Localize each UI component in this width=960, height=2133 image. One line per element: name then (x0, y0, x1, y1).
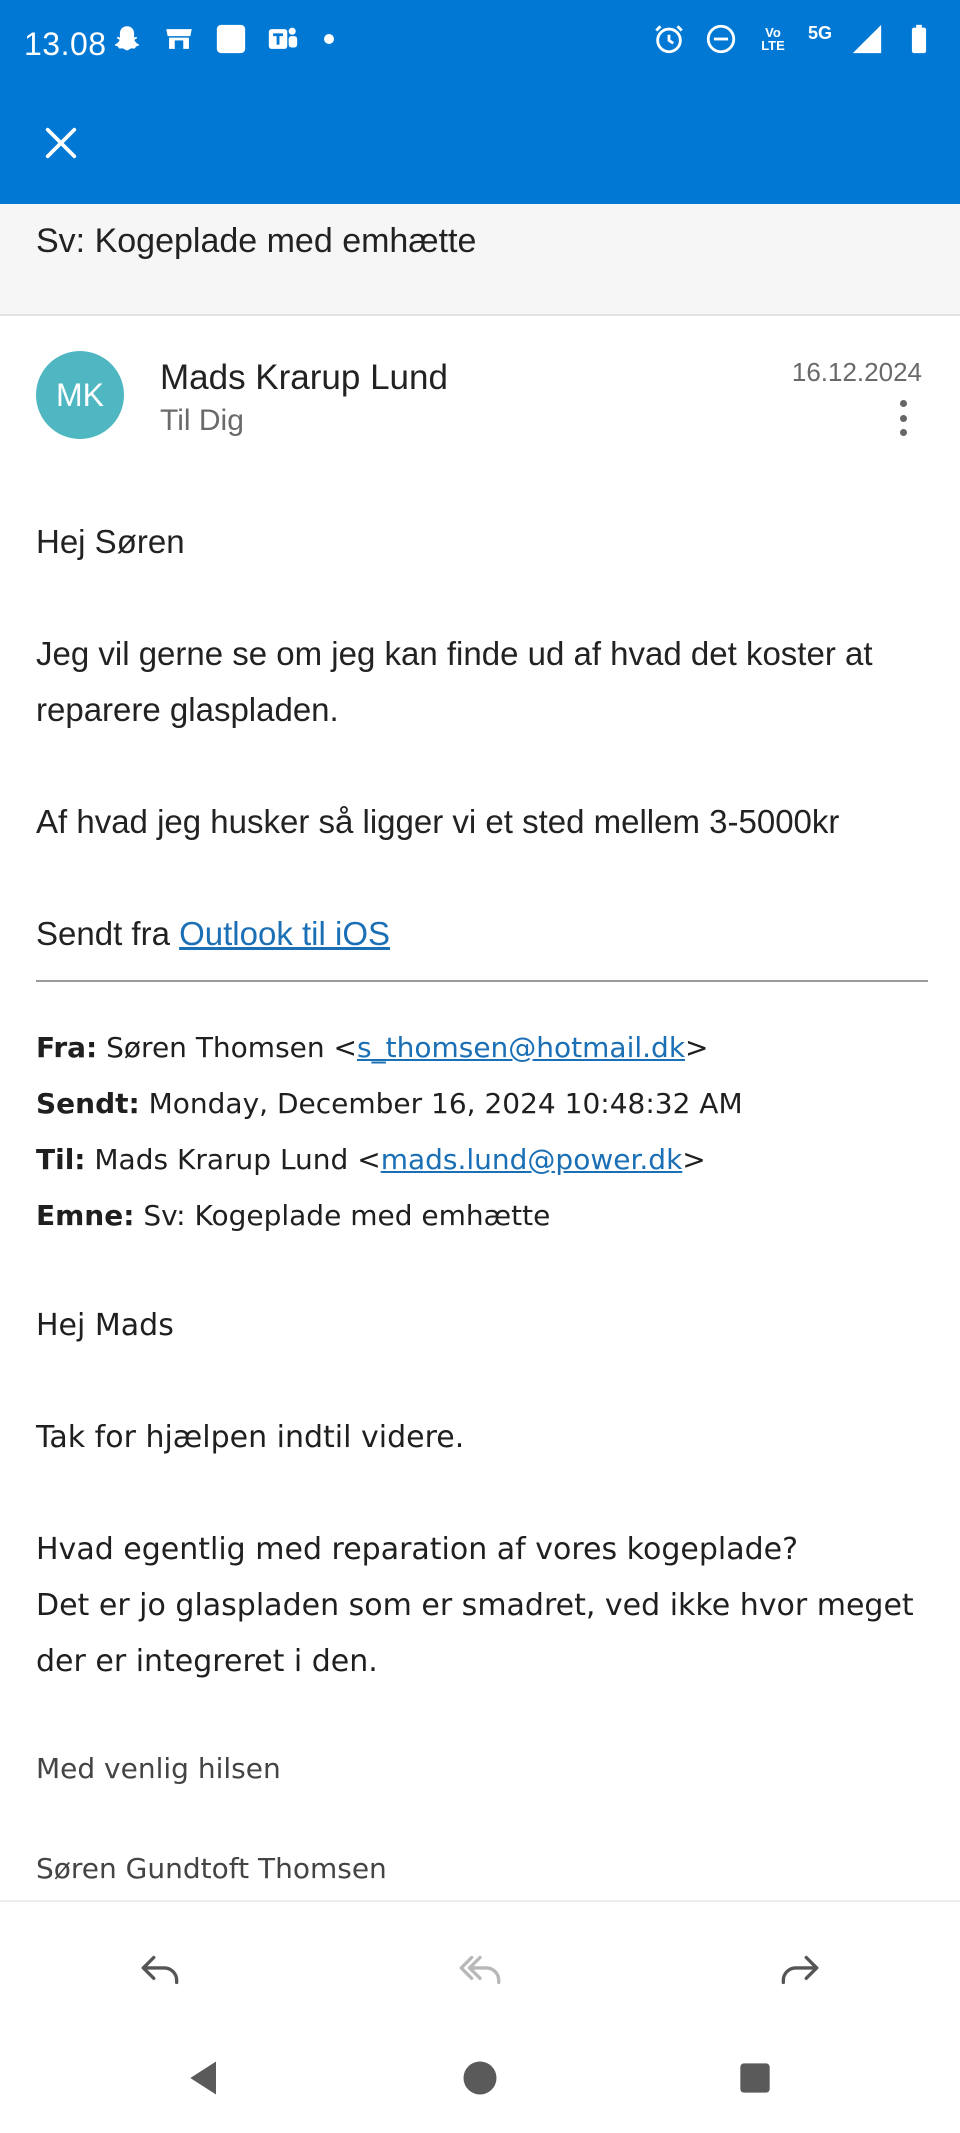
system-status-icons (652, 22, 936, 56)
recents-square-icon (733, 2056, 777, 2100)
store-icon (162, 22, 196, 56)
nav-back-button[interactable] (175, 2048, 235, 2108)
sender-name[interactable]: Mads Krarup Lund (160, 358, 448, 397)
quoted-line: Det er jo glaspladen som er smadret, ved ikke hvor meget (36, 1588, 914, 1623)
quoted-line: der er integreret i den. (36, 1644, 378, 1679)
close-button[interactable] (36, 118, 86, 168)
status-bar (0, 0, 960, 90)
nav-home-button[interactable] (450, 2048, 510, 2108)
volte-icon: Vo LTE (761, 25, 785, 53)
forward-button[interactable] (770, 1940, 830, 2000)
recipient-line[interactable]: Til Dig (160, 404, 244, 437)
system-navigation-bar (0, 2030, 960, 2133)
quoted-subject: Emne: Sv: Kogeplade med emhætte (36, 1199, 551, 1232)
app-header (0, 0, 960, 204)
quoted-greeting: Hej Mads (36, 1308, 174, 1343)
more-notifications-dot (324, 34, 334, 44)
message-subject: Sv: Kogeplade med emhætte (36, 222, 477, 260)
message-action-bar (0, 1900, 960, 2030)
sender-email-link[interactable]: s_thomsen@hotmail.dk (357, 1031, 686, 1064)
outlook-ios-link[interactable]: Outlook til iOS (179, 915, 391, 952)
quoted-sent: Sendt: Monday, December 16, 2024 10:48:32 AM (36, 1087, 743, 1120)
quoted-line: Tak for hjælpen indtil videre. (36, 1420, 465, 1455)
quoted-signature-name: Søren Gundtoft Thomsen (36, 1852, 387, 1885)
quoted-line: Hvad egentlig med reparation af vores kogeplade? (36, 1532, 799, 1567)
snapchat-icon (110, 22, 144, 56)
quote-divider (36, 980, 928, 982)
more-options-button[interactable] (888, 398, 918, 438)
reply-button[interactable] (130, 1940, 190, 2000)
status-time: 13.08 (24, 26, 107, 62)
battery-icon (902, 22, 936, 56)
reply-icon (135, 1945, 185, 1995)
body-greeting: Hej Søren (36, 523, 185, 560)
message-date: 16.12.2024 (791, 357, 922, 387)
more-vertical-icon (900, 400, 907, 407)
alarm-icon (652, 22, 686, 56)
app-square-icon (214, 22, 248, 56)
home-circle-icon (458, 2056, 502, 2100)
quoted-closing: Med venlig hilsen (36, 1752, 281, 1785)
quoted-from: Fra: Søren Thomsen <s_thomsen@hotmail.dk> (36, 1031, 709, 1064)
forward-icon (775, 1945, 825, 1995)
reply-all-icon (455, 1945, 505, 1995)
sent-from-line (36, 906, 936, 962)
back-triangle-icon (183, 2056, 227, 2100)
quoted-to: Til: Mads Krarup Lund <mads.lund@power.dk> (36, 1143, 706, 1176)
notification-icons (110, 22, 334, 56)
signal-icon (850, 22, 884, 56)
close-icon (41, 123, 81, 163)
sender-avatar[interactable]: MK (36, 351, 124, 439)
network-type-label: 5G (807, 22, 832, 43)
teams-icon (266, 22, 300, 56)
recipient-email-link[interactable]: mads.lund@power.dk (380, 1143, 683, 1176)
reply-all-button[interactable] (450, 1940, 510, 2000)
subject-bar (0, 204, 960, 316)
nav-recents-button[interactable] (725, 2048, 785, 2108)
sent-from-prefix: Sendt fra (36, 915, 180, 952)
do-not-disturb-icon (704, 22, 738, 56)
body-paragraph: Af hvad jeg husker så ligger vi et sted mellem 3-5000kr (36, 803, 840, 840)
body-paragraph: Jeg vil gerne se om jeg kan finde ud af hvad det koster at reparere glaspladen. (36, 635, 873, 728)
